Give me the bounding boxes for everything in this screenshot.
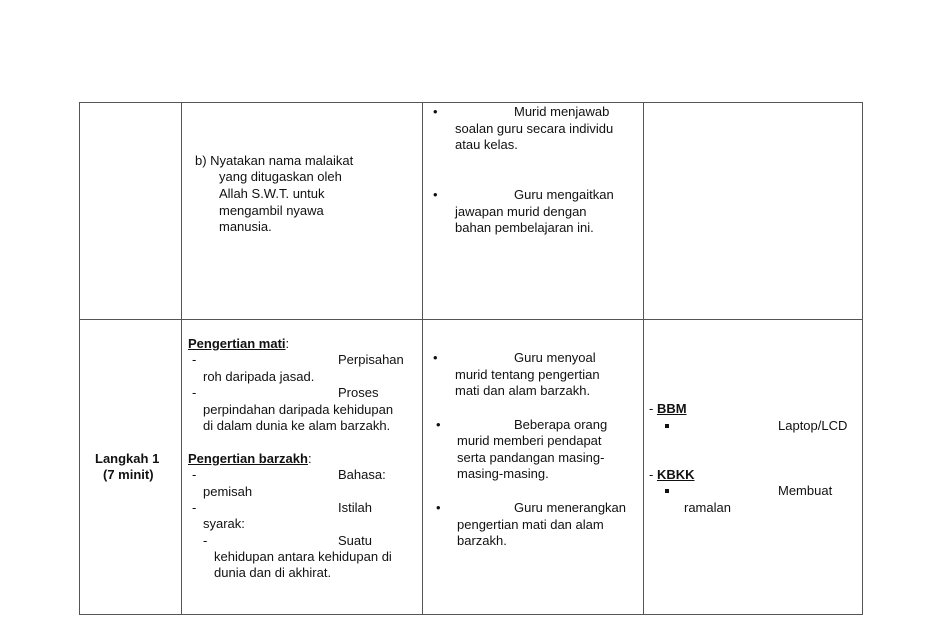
kbkk-item: Membuat (778, 483, 833, 498)
heading-pengertian-barzakh: Pengertian barzakh: (188, 451, 312, 466)
heading-pengertian-mati: Pengertian mati: (188, 336, 290, 351)
square-bullet-icon (665, 489, 669, 493)
activity-line: barzakh. (457, 533, 507, 548)
col-border-2 (422, 102, 423, 615)
question-line: Allah S.W.T. untuk (219, 186, 325, 201)
activity-line: Guru menerangkan (514, 500, 627, 515)
question-line: b) Nyatakan nama malaikat (195, 153, 354, 168)
bullet-icon: • (436, 500, 441, 515)
activity-line: pengertian mati dan alam (457, 517, 604, 532)
content-line: Suatu (338, 533, 372, 548)
content-line: Istilah (338, 500, 372, 515)
content-line: Bahasa: (338, 467, 386, 482)
table-top-border (79, 102, 863, 103)
content-line: roh daripada jasad. (203, 369, 315, 384)
bbm-label: - BBM (649, 401, 687, 416)
dash: - (192, 467, 197, 482)
content-line: dunia dan di akhirat. (214, 565, 332, 580)
content-line: kehidupan antara kehidupan di (214, 549, 392, 564)
content-line: Perpisahan (338, 352, 404, 367)
activity-line: bahan pembelajaran ini. (455, 220, 594, 235)
bullet-icon: • (433, 104, 438, 119)
activity-line: jawapan murid dengan (455, 204, 587, 219)
bullet-icon: • (433, 187, 438, 202)
col-border-4 (862, 102, 863, 615)
dash: - (192, 500, 197, 515)
activity-line: murid tentang pengertian (455, 367, 600, 382)
activity-line: mati dan alam barzakh. (455, 383, 591, 398)
activity-line: serta pandangan masing- (457, 450, 605, 465)
col-border-0 (79, 102, 80, 615)
content-line: pemisah (203, 484, 253, 499)
col-border-3 (643, 102, 644, 615)
col-border-1 (181, 102, 182, 615)
bbm-item: Laptop/LCD (778, 418, 848, 433)
activity-line: Murid menjawab (514, 104, 610, 119)
question-line: yang ditugaskan oleh (219, 169, 342, 184)
dash: - (192, 352, 197, 367)
row-divider (79, 319, 863, 320)
content-line: di dalam dunia ke alam barzakh. (203, 418, 391, 433)
activity-line: Guru mengaitkan (514, 187, 614, 202)
square-bullet-icon (665, 424, 669, 428)
content-line: Proses (338, 385, 379, 400)
activity-line: soalan guru secara individu (455, 121, 614, 136)
activity-line: masing-masing. (457, 466, 549, 481)
content-line: perpindahan daripada kehidupan (203, 402, 394, 417)
dash: - (192, 385, 197, 400)
bullet-icon: • (433, 350, 438, 365)
question-line: mengambil nyawa (219, 203, 324, 218)
bullet-icon: • (436, 417, 441, 432)
activity-line: Guru menyoal (514, 350, 596, 365)
table-bottom-border (79, 614, 863, 615)
activity-line: murid memberi pendapat (457, 433, 602, 448)
dash: - (203, 533, 208, 548)
kbkk-label: - KBKK (649, 467, 695, 482)
step-time: (7 minit) (103, 467, 154, 482)
step-title: Langkah 1 (95, 451, 160, 466)
content-line: syarak: (203, 516, 245, 531)
kbkk-item: ramalan (684, 500, 731, 515)
activity-line: Beberapa orang (514, 417, 608, 432)
activity-line: atau kelas. (455, 137, 518, 152)
question-line: manusia. (219, 219, 272, 234)
